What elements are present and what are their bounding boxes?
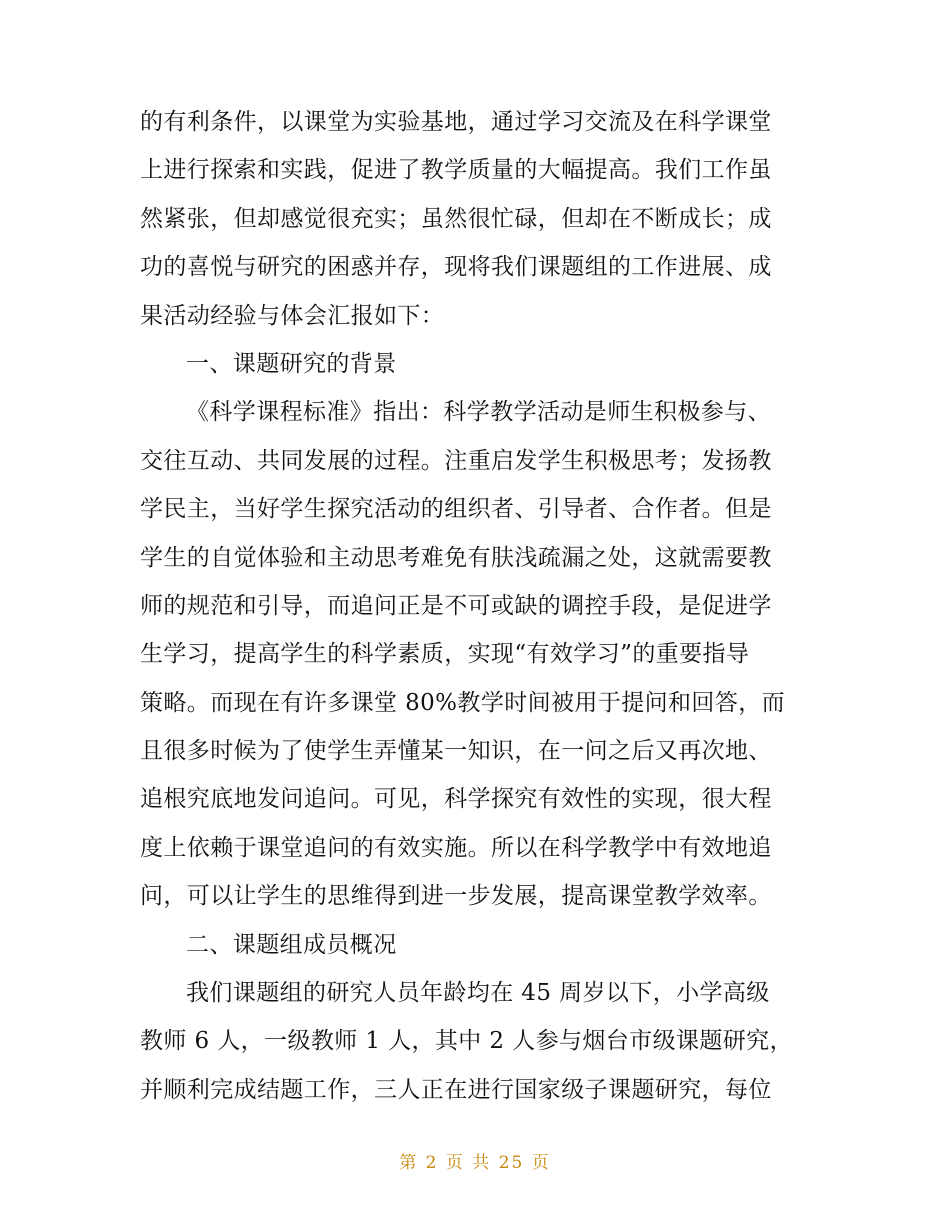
text-line: 功的喜悦与研究的困惑并存，现将我们课题组的工作进展、成 bbox=[140, 254, 772, 281]
section-heading-background: 一、课题研究的背景 bbox=[186, 350, 397, 377]
text-line: 生学习，提高学生的科学素质，实现“有效学习”的重要指导 bbox=[140, 641, 750, 668]
text-line: 《科学课程标准》指出：科学教学活动是师生积极参与、 bbox=[186, 399, 771, 426]
text-line: 学生的自觉体验和主动思考难免有肤浅疏漏之处，这就需要教 bbox=[140, 544, 772, 571]
document-body bbox=[140, 98, 812, 1114]
section-heading-members: 二、课题组成员概况 bbox=[186, 931, 397, 958]
text-line: 上进行探索和实践，促进了教学质量的大幅提高。我们工作虽 bbox=[140, 157, 772, 184]
text-line: 然紧张，但却感觉很充实；虽然很忙碌，但却在不断成长；成 bbox=[140, 205, 772, 232]
text-line: 追根究底地发问追问。可见，科学探究有效性的实现，很大程 bbox=[140, 786, 772, 813]
text-line: 果活动经验与体会汇报如下： bbox=[140, 302, 445, 329]
text-line: 的有利条件，以课堂为实验基地，通过学习交流及在科学课堂 bbox=[140, 109, 772, 135]
text-line: 度上依赖于课堂追问的有效实施。所以在科学教学中有效地追 bbox=[140, 834, 772, 861]
text-line: 交往互动、共同发展的过程。注重启发学生积极思考；发扬教 bbox=[140, 447, 772, 474]
text-line: 策略。而现在有许多课堂 80%教学时间被用于提问和回答，而 bbox=[140, 689, 786, 716]
text-line: 我们课题组的研究人员年龄均在 45 周岁以下，小学高级 bbox=[186, 980, 770, 1007]
text-line: 师的规范和引导，而追问正是不可或缺的调控手段，是促进学 bbox=[140, 592, 772, 619]
text-line: 教师 6 人，一级教师 1 人，其中 2 人参与烟台市级课题研究， bbox=[140, 1028, 793, 1055]
text-line: 且很多时候为了使学生弄懂某一知识，在一问之后又再次地、 bbox=[140, 738, 772, 765]
text-line: 问，可以让学生的思维得到进一步发展，提高课堂教学效率。 bbox=[140, 883, 772, 910]
text-line: 并顺利完成结题工作，三人正在进行国家级子课题研究，每位 bbox=[140, 1076, 772, 1103]
page-number-footer: 第 2 页 共 25 页 bbox=[399, 1153, 551, 1173]
text-line: 学民主，当好学生探究活动的组织者、引导者、合作者。但是 bbox=[140, 496, 772, 523]
